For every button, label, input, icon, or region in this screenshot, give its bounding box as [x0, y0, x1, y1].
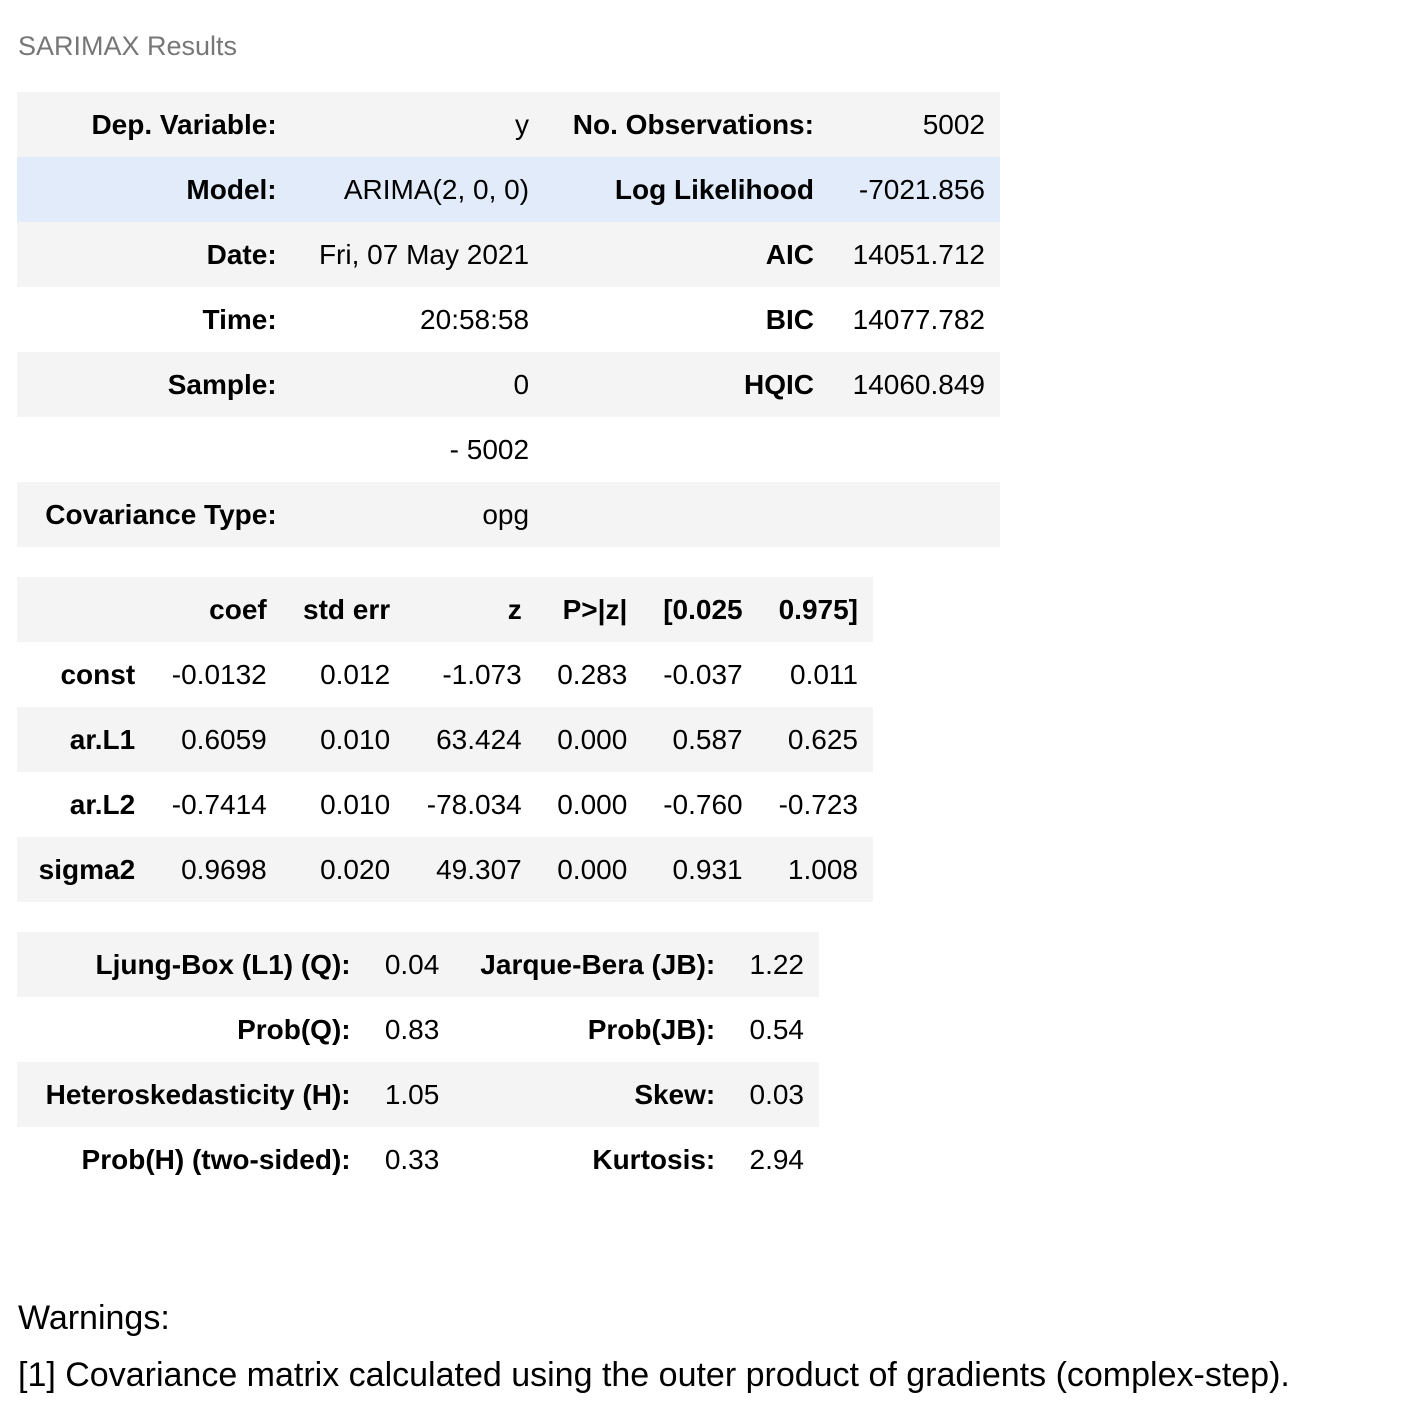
diagnostics-table	[17, 932, 819, 1192]
table-row	[17, 222, 1000, 287]
param-name: ar.L2	[69, 788, 136, 820]
coef-cell: 0.6059	[181, 723, 267, 755]
ci-upper-cell: 1.008	[787, 853, 858, 885]
row-value: 1.22	[749, 948, 804, 980]
table-row	[17, 287, 1000, 352]
table-row	[17, 642, 873, 707]
row-label: Time:	[202, 303, 277, 335]
row-value	[829, 482, 1000, 547]
table-caption: SARIMAX Results	[18, 31, 238, 61]
ci-upper-cell: -0.723	[778, 788, 858, 820]
row-label: HQIC	[743, 368, 814, 400]
ci-lower-cell: 0.931	[672, 853, 743, 885]
std-err-cell: 0.012	[320, 658, 391, 690]
table-row	[17, 1127, 819, 1192]
table-row	[17, 352, 1000, 417]
row-value: y	[515, 108, 530, 140]
row-value: 5002	[922, 108, 985, 140]
z-cell: 49.307	[436, 853, 522, 885]
row-value: 0.54	[749, 1013, 804, 1045]
row-label: Kurtosis:	[592, 1143, 716, 1175]
p-value-cell: 0.000	[557, 788, 628, 820]
row-value: 14060.849	[852, 368, 985, 400]
row-value: -7021.856	[858, 173, 985, 205]
row-value: 1.05	[384, 1078, 440, 1110]
p-value-cell: 0.000	[557, 723, 628, 755]
column-header: 0.975]	[778, 593, 858, 625]
table-row	[17, 837, 873, 902]
z-cell: -78.034	[426, 788, 522, 820]
row-value: 0	[513, 368, 530, 400]
coef-cell: -0.7414	[171, 788, 267, 820]
row-label: Ljung-Box (L1) (Q):	[95, 948, 351, 980]
warnings-title: Warnings:	[18, 1299, 170, 1337]
z-cell: -1.073	[442, 658, 522, 690]
ci-lower-cell: -0.037	[663, 658, 743, 690]
row-value: 0.83	[384, 1013, 440, 1045]
row-label: Skew:	[634, 1078, 716, 1110]
table-row	[17, 417, 1000, 482]
table-row	[17, 932, 819, 997]
column-header	[17, 577, 150, 642]
row-label: Prob(Q):	[237, 1013, 351, 1045]
coef-cell: 0.9698	[181, 853, 267, 885]
param-name: ar.L1	[69, 723, 136, 755]
z-cell: 63.424	[436, 723, 522, 755]
row-label: Jarque-Bera (JB):	[480, 948, 716, 980]
column-header: z	[507, 593, 522, 625]
row-value: 0.33	[384, 1143, 440, 1175]
column-header: [0.025	[663, 593, 743, 625]
table-row	[17, 92, 1000, 157]
row-value: 0.04	[384, 948, 440, 980]
table-header-row	[17, 577, 873, 642]
warning-item: [1] Covariance matrix calculated using the outer product of gradients (complex-step).	[18, 1356, 1290, 1394]
warnings-section	[18, 1296, 1290, 1397]
row-label: Date:	[206, 238, 277, 270]
row-label: Dep. Variable:	[91, 108, 277, 140]
table-row	[17, 1062, 819, 1127]
table-row	[17, 772, 873, 837]
row-value: 14051.712	[852, 238, 985, 270]
coef-cell: -0.0132	[171, 658, 267, 690]
ci-upper-cell: 0.625	[787, 723, 858, 755]
table-row	[17, 997, 819, 1062]
row-value: 2.94	[749, 1143, 804, 1175]
row-label: Log Likelihood	[614, 173, 814, 205]
model-info-table	[17, 92, 1000, 547]
row-label: Heteroskedasticity (H):	[45, 1078, 351, 1110]
row-value: ARIMA(2, 0, 0)	[343, 173, 530, 205]
param-name: sigma2	[38, 853, 136, 885]
ci-lower-cell: -0.760	[663, 788, 743, 820]
row-value: - 5002	[449, 433, 530, 465]
row-value: Fri, 07 May 2021	[318, 238, 530, 270]
std-err-cell: 0.020	[320, 853, 391, 885]
row-value: 20:58:58	[420, 303, 530, 335]
row-label: Model:	[186, 173, 277, 205]
row-label: Sample:	[167, 368, 277, 400]
coefficients-table	[17, 577, 873, 902]
row-value: opg	[482, 498, 530, 530]
row-value: 0.03	[749, 1078, 804, 1110]
std-err-cell: 0.010	[320, 723, 391, 755]
ci-lower-cell: 0.587	[672, 723, 743, 755]
row-label: AIC	[765, 238, 814, 270]
row-label	[544, 482, 829, 547]
table-row	[17, 707, 873, 772]
table-row	[17, 482, 1000, 547]
column-header: coef	[209, 593, 267, 625]
row-label	[17, 417, 292, 482]
row-label: Prob(JB):	[587, 1013, 716, 1045]
row-label	[544, 417, 829, 482]
column-header: P>|z|	[562, 593, 628, 625]
ci-upper-cell: 0.011	[790, 658, 858, 690]
row-label: Prob(H) (two-sided):	[81, 1143, 351, 1175]
row-label: Covariance Type:	[45, 498, 277, 530]
row-value	[829, 417, 1000, 482]
std-err-cell: 0.010	[320, 788, 391, 820]
p-value-cell: 0.283	[557, 658, 628, 690]
row-label: No. Observations:	[572, 108, 814, 140]
row-label: BIC	[765, 303, 814, 335]
param-name: const	[60, 658, 136, 690]
table-row-hovered	[17, 157, 1000, 222]
row-value: 14077.782	[852, 303, 985, 335]
p-value-cell: 0.000	[557, 853, 628, 885]
column-header: std err	[303, 593, 391, 625]
